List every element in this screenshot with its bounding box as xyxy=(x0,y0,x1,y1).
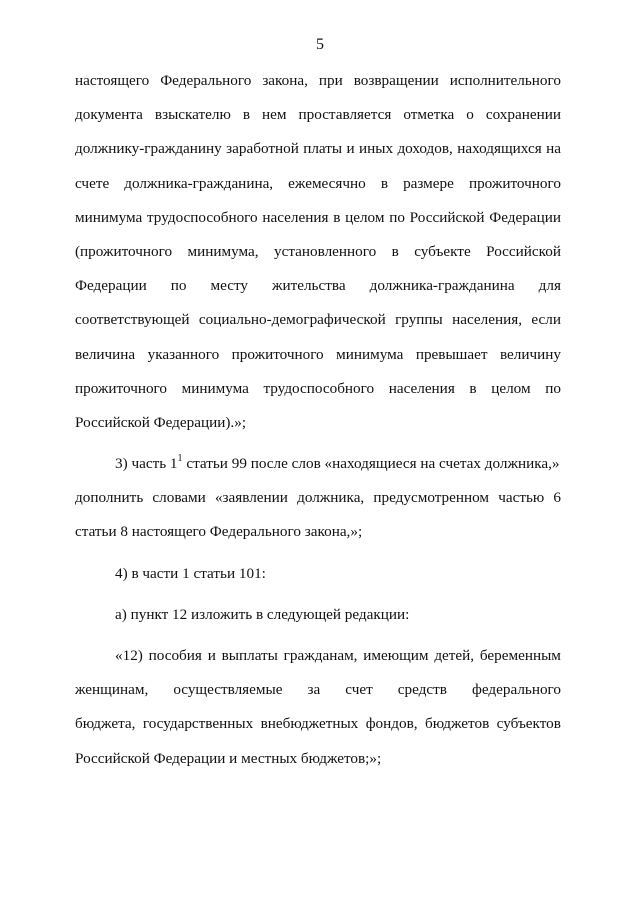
word: в xyxy=(333,208,341,226)
text-line xyxy=(75,707,561,741)
word: по xyxy=(389,208,405,226)
word: исполнительного xyxy=(449,72,561,89)
word: в xyxy=(242,106,251,124)
word: жительства xyxy=(271,277,346,295)
word: отметка xyxy=(403,106,455,124)
text-line xyxy=(75,338,561,372)
word: «заявлении xyxy=(214,489,288,507)
word: предусмотренном xyxy=(373,489,490,507)
word: населения xyxy=(262,208,329,226)
item-3-prefix: 3) часть 1 xyxy=(115,455,178,473)
word: при xyxy=(318,72,343,89)
word: частью xyxy=(498,489,545,507)
word: должника-гражданина, xyxy=(124,174,274,192)
word: имеющим xyxy=(363,647,429,664)
word: прожиточного xyxy=(231,345,324,363)
word: гражданам, xyxy=(283,647,358,664)
text-line xyxy=(75,167,561,201)
word: заработной xyxy=(226,140,299,158)
word: социально-демографической xyxy=(198,311,386,329)
word: трудоспособного xyxy=(146,208,258,226)
text-line: статьи 8 настоящего Федерального закона,»; xyxy=(75,523,363,541)
word: должнику-гражданину xyxy=(75,140,222,158)
word: субъекте xyxy=(414,242,471,260)
word: группы xyxy=(395,311,443,329)
text-line xyxy=(75,235,561,269)
word: женщинам, xyxy=(75,681,149,699)
word: находящихся xyxy=(457,140,542,158)
word: нем xyxy=(262,106,287,124)
text-line xyxy=(75,447,561,481)
text-line xyxy=(75,481,561,515)
word: федерального xyxy=(472,681,561,699)
word: величину xyxy=(499,345,561,363)
word: внебюджетных xyxy=(260,715,359,733)
word: беременным xyxy=(479,647,561,664)
word: Федерального xyxy=(160,72,252,89)
word: должника-гражданина xyxy=(369,277,515,295)
word: доходов, xyxy=(397,140,453,158)
text-line xyxy=(75,132,561,166)
word: и xyxy=(207,647,216,664)
text-line xyxy=(75,269,561,303)
paragraph-item-4 xyxy=(75,557,561,591)
word: «12) xyxy=(115,647,143,664)
word: иных xyxy=(359,140,394,158)
text-line xyxy=(75,639,561,673)
text-line xyxy=(75,303,561,337)
word: по xyxy=(170,277,187,295)
word: прожиточного xyxy=(468,174,561,192)
word: детей, xyxy=(434,647,475,664)
word: прожиточного xyxy=(75,379,167,397)
word: если xyxy=(531,311,561,329)
word: Федерации xyxy=(75,277,147,295)
word: Российской xyxy=(486,242,561,260)
word: выплаты xyxy=(221,647,278,664)
word: ежемесячно xyxy=(288,174,366,192)
word: минимума xyxy=(336,345,404,363)
word: фондов, xyxy=(365,715,418,733)
word: Федерации xyxy=(489,208,561,226)
word: о xyxy=(466,106,474,124)
word: населения xyxy=(388,379,455,397)
word: целом xyxy=(345,208,385,226)
word: средств xyxy=(397,681,447,699)
text-line xyxy=(75,98,561,132)
word: населения, xyxy=(452,311,523,329)
word: для xyxy=(538,277,561,295)
word: проставляется xyxy=(298,106,392,124)
word: превышает xyxy=(415,345,488,363)
word: счет xyxy=(345,681,373,699)
word: субъектов xyxy=(496,715,561,733)
text-line xyxy=(75,673,561,707)
document-body xyxy=(75,64,561,776)
word: бюджета, xyxy=(75,715,136,733)
word: настоящего xyxy=(75,72,150,89)
text-line xyxy=(75,372,561,406)
page-number: 5 xyxy=(316,36,324,53)
paragraph-subitem-a xyxy=(75,598,561,632)
word: месту xyxy=(210,277,248,295)
text-line xyxy=(75,201,561,235)
word: осуществляемые xyxy=(173,681,283,699)
word: должника, xyxy=(297,489,365,507)
word: сохранении xyxy=(485,106,561,124)
text-line: Российской Федерации).»; xyxy=(75,413,247,431)
word: Российской xyxy=(409,208,485,226)
word: взыскателю xyxy=(154,106,231,124)
word: минимума xyxy=(181,379,249,397)
word: за xyxy=(307,681,321,699)
word: минимума xyxy=(75,208,143,226)
text-line: 4) в части 1 статьи 101: xyxy=(115,564,266,582)
word: возвращении xyxy=(353,72,439,89)
word: целом xyxy=(491,379,531,397)
word: закона, xyxy=(262,72,308,89)
word: установленного xyxy=(273,242,377,260)
text-line: а) пункт 12 изложить в следующей редакции: xyxy=(115,605,410,623)
word: по xyxy=(545,379,561,397)
text-line: Российской Федерации и местных бюджетов;»; xyxy=(75,749,382,767)
word: в xyxy=(469,379,477,397)
word: счете xyxy=(75,174,110,192)
word: соответствующей xyxy=(75,311,190,329)
superscript-index: 1 xyxy=(177,453,183,464)
word: бюджетов xyxy=(424,715,490,733)
word: на xyxy=(546,140,561,158)
word: в xyxy=(380,174,388,192)
word: документа xyxy=(75,106,143,124)
word: 6 xyxy=(553,489,561,507)
word: в xyxy=(391,242,399,260)
text-line xyxy=(75,64,561,98)
word: трудоспособного xyxy=(263,379,375,397)
paragraph-quote-12 xyxy=(75,639,561,776)
word: государственных xyxy=(142,715,254,733)
word: минимума, xyxy=(187,242,259,260)
item-3-rest: статьи 99 после слов «находящиеся на счетах должника,» xyxy=(182,455,560,473)
word: словами xyxy=(152,489,206,507)
word: дополнить xyxy=(75,489,144,507)
word: (прожиточного xyxy=(75,242,173,260)
word: и xyxy=(346,140,355,158)
word: платы xyxy=(303,140,343,158)
paragraph-item-3 xyxy=(75,447,561,550)
word: размере xyxy=(403,174,454,192)
paragraph-continuation xyxy=(75,64,561,440)
word: величина xyxy=(75,345,136,363)
word: указанного xyxy=(147,345,220,363)
word: пособия xyxy=(148,647,202,664)
